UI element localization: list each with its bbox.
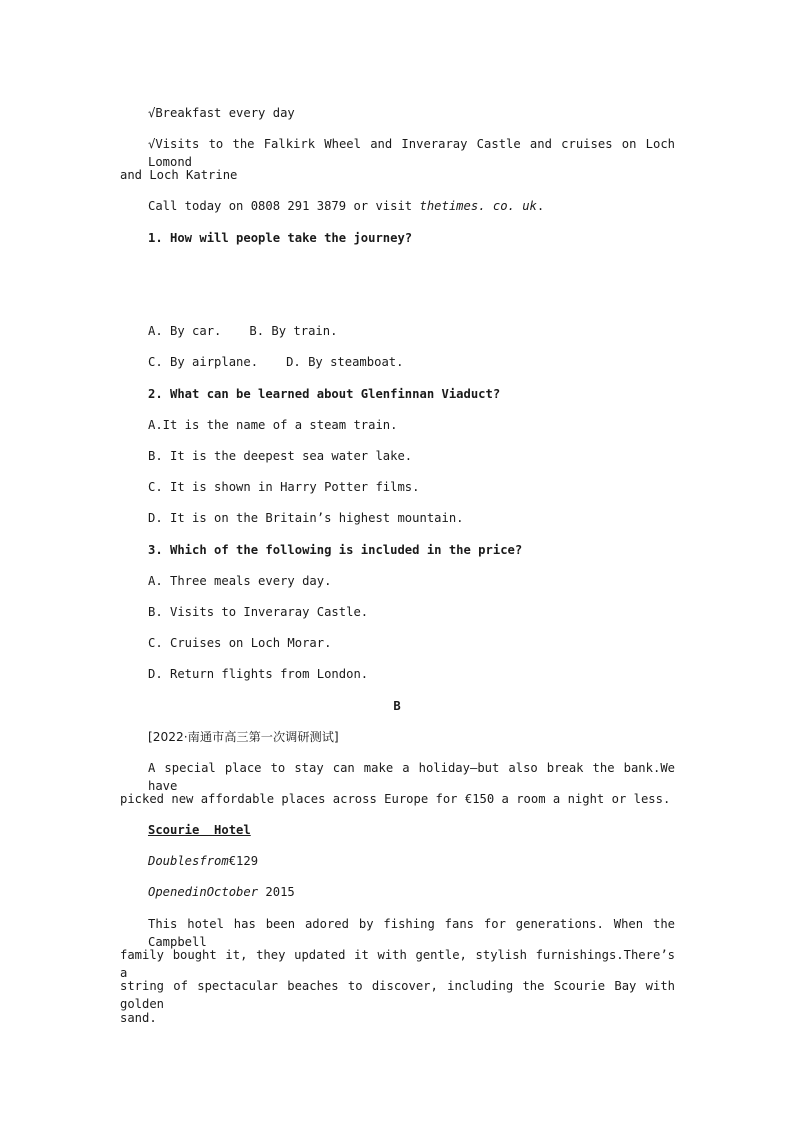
benefit-visits-line1: √Visits to the Falkirk Wheel and Inveraray Castle and cruises on Loch Lomond: [148, 137, 675, 169]
question-2-option-a: A.It is the name of a steam train.: [148, 418, 398, 432]
hotel-price: [148, 852, 258, 870]
hotel-name: Scourie Hotel: [148, 823, 251, 837]
hotel-opened-year: 2015: [258, 885, 295, 899]
section-b-heading: B: [393, 699, 401, 713]
question-2-option-c: C. It is shown in Harry Potter films.: [148, 480, 420, 494]
question-1-option-b: B. By train.: [249, 324, 338, 338]
hotel-description-line4: sand.: [120, 1011, 157, 1025]
benefit-visits-line2: and Loch Katrine: [120, 168, 238, 182]
question-1-options-row2: [148, 353, 403, 371]
contact-line: [148, 197, 544, 215]
hotel-description-line2: family bought it, they updated it with gentle, stylish furnishings.There’s a: [120, 948, 675, 980]
contact-website: thetimes. co. uk: [419, 199, 537, 213]
hotel-price-label: Doublesfrom: [148, 854, 229, 868]
question-3-option-b: B. Visits to Inveraray Castle.: [148, 605, 369, 619]
question-2-option-b: B. It is the deepest sea water lake.: [148, 449, 413, 463]
contact-prefix: Call today on 0808 291 3879 or visit: [148, 199, 420, 213]
question-2-option-d: D. It is on the Britain’s highest mountain.: [148, 511, 464, 525]
hotel-price-value: €129: [228, 854, 259, 868]
section-b-intro-line1: A special place to stay can make a holiday—but also break the bank.We have: [148, 761, 675, 793]
section-b-intro-line2: picked new affordable places across Europe for €150 a room a night or less.: [120, 792, 671, 806]
hotel-opened: [148, 883, 295, 901]
question-3-stem: 3. Which of the following is included in the price?: [148, 543, 523, 557]
benefit-breakfast: √Breakfast every day: [148, 106, 295, 120]
question-3-option-d: D. Return flights from London.: [148, 667, 369, 681]
contact-suffix: .: [536, 199, 545, 213]
section-b-source: [2022·南通市高三第一次调研测试]: [148, 730, 339, 744]
question-1-option-a: A. By car.: [148, 324, 222, 338]
hotel-description-line1: This hotel has been adored by fishing fans for generations. When the Campbell: [148, 917, 675, 949]
question-3-option-c: C. Cruises on Loch Morar.: [148, 636, 332, 650]
question-1-stem: 1. How will people take the journey?: [148, 231, 413, 245]
question-3-option-a: A. Three meals every day.: [148, 574, 332, 588]
question-2-stem: 2. What can be learned about Glenfinnan Viaduct?: [148, 387, 501, 401]
question-1-option-c: C. By airplane.: [148, 355, 259, 369]
question-1-options-row1: [148, 322, 337, 340]
question-1-option-d: D. By steamboat.: [286, 355, 404, 369]
hotel-description-line3: string of spectacular beaches to discover, including the Scourie Bay with golden: [120, 979, 675, 1011]
hotel-opened-label: OpenedinOctober: [148, 885, 259, 899]
